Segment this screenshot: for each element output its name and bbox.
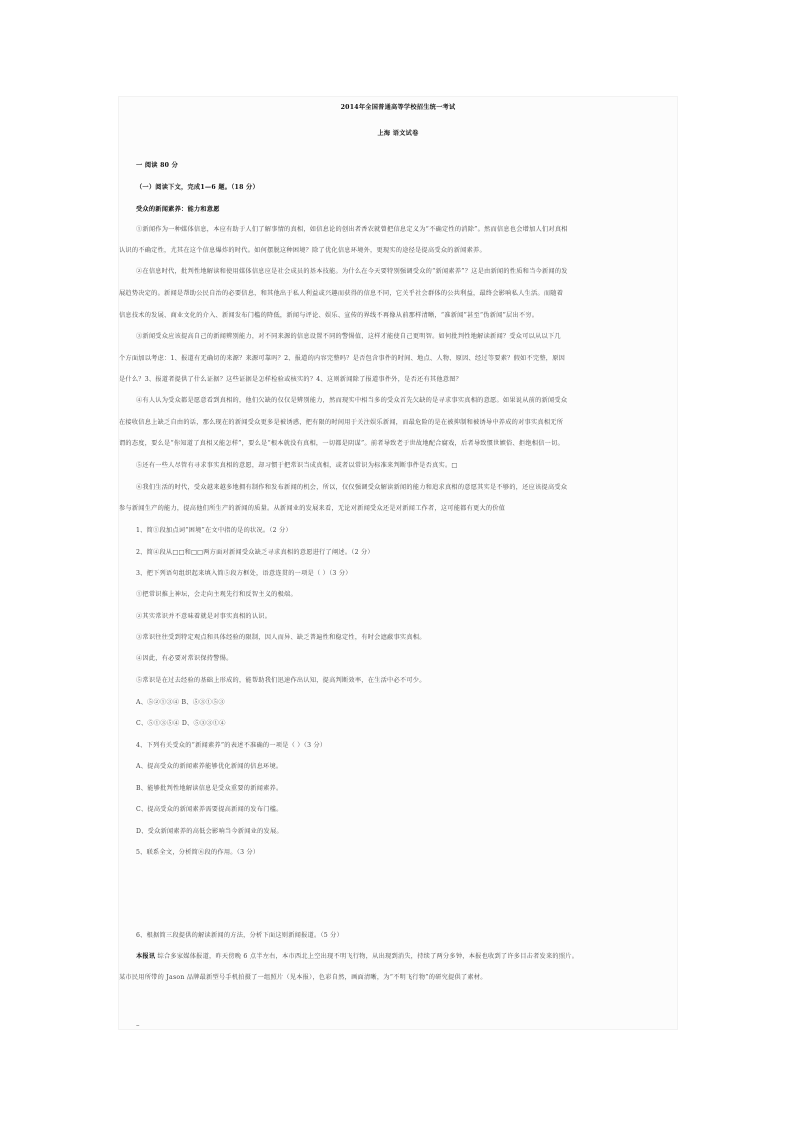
exam-subtitle: 上海 语文试卷 [377, 130, 419, 137]
paragraph-line: ④有人认为受众都是愿意看到真相的，他们欠缺的仅仅是辨别能力，然而现实中相当多的受众首先欠缺的是寻求事实真相的意愿。如果说从前的新闻受众 [136, 397, 568, 404]
option-sentence: ③常识往往受到特定观点和具体经验的限制，因人而异、缺乏普遍性和稳定性，有时会遮蔽事实真相。 [136, 634, 426, 641]
answer-choice: C、提高受众的新闻素养需要提高新闻的发布门槛。 [136, 806, 283, 813]
question-line: 3、把下列语句组织起来填入简⑤段方框处，语意连贯的一项是（ ）（3 分） [136, 570, 352, 577]
answer-choices: A、⑤②①③④ B、⑤③①⑤③ [136, 699, 225, 706]
question-line: 1、简①段加点词“困境”在文中指的是的状况。（2 分） [136, 527, 292, 534]
question-6: 6、根据简三段提供的解读新闻的方法，分析下面这则新闻报道。（5 分） [136, 932, 344, 939]
question-line: 2、简④段从□□和□□两方面对新闻受众缺乏寻求真相的意愿进行了阐述。（2 分） [136, 549, 374, 556]
paragraph-line: 个方面加以考虑：1、报道有无确切的来源？来源可靠吗？2、报道的内容完整吗？是否包含事件的时间、地点、人物、原因、经过等要素？假如不完整，原因 [119, 355, 566, 362]
news-report-line: 某市民用所带的 Jason 品牌最新型号手机拍摄了一组照片（见本报），色彩自然，画面清晰，为“不明飞行物”的研究提供了素材。 [119, 974, 487, 981]
paragraph-line: ②在信息时代，批判性地解读和使用媒体信息应是社会成员的基本技能。为什么在今天要特别强调受众的“新闻素养”？这是由新闻的性质和当今新闻的发 [136, 268, 568, 275]
footer-dash: – [136, 1021, 140, 1029]
exam-title: 2014年全国普通高等学校招生统一考试 [340, 104, 456, 111]
article-title: 受众的新闻素养：能力和意愿 [136, 206, 220, 213]
exam-page [118, 96, 678, 1030]
question-line: 4、下列有关受众的“新闻素养”的表述不准确的一项是（ ）（3 分） [136, 742, 327, 749]
paragraph-line: 参与新闻生产的能力，提高他们所生产的新闻的质量。从新闻业的发展来看，无论对新闻受众还是对新闻工作者，这可能都有更大的价值 [119, 505, 506, 512]
paragraph-line: 是什么？3、报道者提供了什么证据？这些证据是怎样检验或核实的？4、这则新闻除了报道事件外，是否还有其他意图？ [119, 376, 463, 383]
paragraph-line: 信息技术的发展、商业文化的介入、新闻发布门槛的降低，新闻与评论、娱乐、宣传的界线不再像从前那样清晰，“准新闻”甚至“伪新闻”层出不穷。 [119, 312, 539, 319]
question-line: 5、联系全文，分析简⑥段的作用。（3 分） [136, 849, 260, 856]
option-sentence: ⑤常识是在过去经验的基础上形成的，能帮助我们迅速作出认知，提高判断效率，在生活中必不可少。 [136, 677, 426, 684]
part-heading: （一）阅读下文，完成1—6 题。（18 分） [136, 184, 259, 191]
answer-choices: C、⑤①③⑤④ D、⑤③③①④ [136, 720, 226, 727]
answer-choice: B、能够批判性地解读信息是受众重要的新闻素养。 [136, 785, 283, 792]
answer-choice: A、提高受众的新闻素养能够优化新闻的信息环境。 [136, 763, 283, 770]
report-lead: 本报讯 [136, 953, 156, 960]
paragraph-line: ⑤还有一些人尽管有寻求事实真相的意愿，却习惯于把常识当成真相，或者以常识为标准来判断事件是否真实。□ [136, 462, 458, 469]
paragraph-line: ①新闻作为一种媒体信息，本应有助于人们了解事情的真相，如信息论的创出者香农就曾把信息定义为“不确定性的消除”。然而信息也会增加人们对真相 [136, 226, 568, 233]
section-heading: 一 阅读 80 分 [136, 162, 179, 169]
news-report-line [136, 953, 578, 961]
paragraph-line: 在接收信息上缺乏自由的话，那么现在的新闻受众更多是被诱惑，把有限的时间用于关注娱乐新闻，而最危险的是在被抑制和被诱导中养成的对事实真相无所 [119, 419, 564, 426]
answer-choice: D、受众新闻素养的高低会影响当今新闻业的发展。 [136, 828, 283, 835]
paragraph-line: 谓的态度，要么是“你知道了真相又能怎样”，要么是“根本就没有真相，一切都是阴谋”。前者导致老于世故地配合腐戏，后者导致惯世嫉俗、拒绝相信一切。 [119, 440, 564, 447]
paragraph-line: 展趋势决定的。新闻是帮助公民自治的必要信息，和其他出于私人利益或兴趣而获得的信息不同，它关乎社会群体的公共利益，最终会影响私人生活。而随着 [119, 290, 564, 297]
paragraph-line: 认识的不确定性，尤其在这个信息爆炸的时代。如何摆脱这种困境？除了优化信息环境外，更现实的途径是提高受众的新闻素养。 [119, 247, 486, 254]
option-sentence: ④因此，有必要对常识保持警惕。 [136, 655, 233, 662]
option-sentence: ②其实常识并不意味着就是对事实真相的认识。 [136, 613, 272, 620]
paragraph-line: ⑥我们生活的时代，受众越来越多地拥有制作和发布新闻的机会，所以，仅仅强调受众解读新闻的能力和追求真相的意愿其实是不够的，还应该提高受众 [136, 484, 568, 491]
report-text: 综合多家媒体报道，昨天傍晚 6 点半左右，本市西北上空出现不明飞行物，从出现到消失，持续了两分多钟，本报也收到了许多目击者发来的照片。 [155, 953, 579, 960]
paragraph-line: ③新闻受众应该提高自己的新闻辨别能力，对不同来源的信息设置不同的警惕值，这样才能使自己更明智。如何批判性地解读新闻？受众可以从以下几 [136, 333, 561, 340]
option-sentence: ①把常识推上神坛，会走向主观先行和反智主义的极端。 [136, 591, 297, 598]
